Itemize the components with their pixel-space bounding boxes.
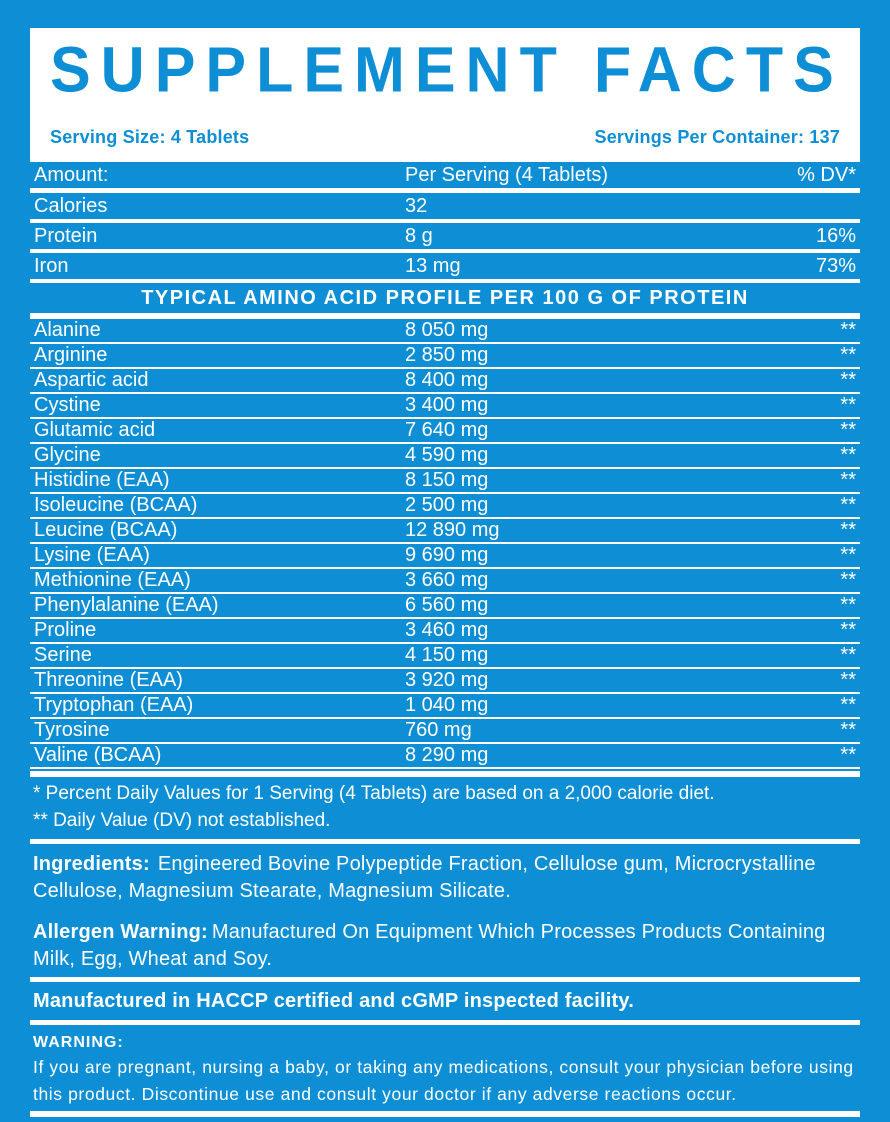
- nutrient-name: Iron: [34, 255, 69, 277]
- amino-name: Isoleucine (BCAA): [34, 494, 198, 516]
- amino-name: Cystine: [34, 394, 101, 416]
- amino-dv: **: [840, 594, 856, 616]
- amino-name: Arginine: [34, 344, 108, 366]
- header-box: [30, 28, 860, 162]
- amino-name: Proline: [34, 619, 97, 641]
- amino-amount: 4 150 mg: [405, 644, 489, 666]
- amino-amount: 12 890 mg: [405, 519, 500, 541]
- table-row-valine: [30, 744, 860, 769]
- facts-table: [30, 162, 860, 1117]
- table-row-arginine: [30, 344, 860, 369]
- amino-dv: **: [840, 419, 856, 441]
- amino-amount: 3 400 mg: [405, 394, 489, 416]
- amino-name: Alanine: [34, 319, 101, 341]
- amino-dv: **: [840, 694, 856, 716]
- amino-amount: 8 400 mg: [405, 369, 489, 391]
- amino-amount: 3 920 mg: [405, 669, 489, 691]
- facility-statement: Manufactured in HACCP certified and cGMP inspected facility.: [33, 990, 635, 1012]
- amino-amount: 2 850 mg: [405, 344, 489, 366]
- ingredients-label: Ingredients:: [33, 853, 150, 875]
- amino-dv: **: [840, 444, 856, 466]
- nutrient-name: Protein: [34, 225, 98, 247]
- table-row-tyrosine: [30, 719, 860, 744]
- amino-amount: 1 040 mg: [405, 694, 489, 716]
- table-row-histidine: [30, 469, 860, 494]
- amino-amount: 9 690 mg: [405, 544, 489, 566]
- allergen-paragraph: [30, 919, 860, 973]
- amino-dv: **: [840, 319, 856, 341]
- table-header-row: [30, 162, 860, 193]
- amino-amount: 6 560 mg: [405, 594, 489, 616]
- amino-dv: **: [840, 494, 856, 516]
- amino-name: Tyrosine: [34, 719, 110, 741]
- amino-name: Histidine (EAA): [34, 469, 170, 491]
- amino-name: Methionine (EAA): [34, 569, 191, 591]
- table-row-aspartic-acid: [30, 369, 860, 394]
- table-row-alanine: [30, 319, 860, 344]
- amino-name: Leucine (BCAA): [34, 519, 178, 541]
- table-row-methionine: [30, 569, 860, 594]
- table-row-leucine: [30, 519, 860, 544]
- ingredients-paragraph: [30, 851, 860, 905]
- amino-amount: 4 590 mg: [405, 444, 489, 466]
- amino-amount: 3 660 mg: [405, 569, 489, 591]
- table-row-protein: [30, 223, 860, 253]
- page-title: SUPPLEMENT FACTS: [50, 33, 844, 106]
- table-row-lysine: [30, 544, 860, 569]
- amino-dv: **: [840, 519, 856, 541]
- amino-amount: 760 mg: [405, 719, 472, 741]
- table-row-iron: [30, 253, 860, 283]
- table-row-proline: [30, 619, 860, 644]
- amino-amount: 7 640 mg: [405, 419, 489, 441]
- amino-amount: 3 460 mg: [405, 619, 489, 641]
- allergen-label: Allergen Warning:: [33, 921, 208, 943]
- serving-size: Serving Size: 4 Tablets: [50, 127, 250, 147]
- amino-name: Phenylalanine (EAA): [34, 594, 219, 616]
- amino-name: Tryptophan (EAA): [34, 694, 194, 716]
- amino-dv: **: [840, 544, 856, 566]
- nutrient-amount: 32: [405, 195, 428, 217]
- table-row-calories: [30, 193, 860, 223]
- serving-row: [50, 127, 840, 148]
- servings-per-container: Servings Per Container: 137: [594, 127, 840, 147]
- amino-dv: **: [840, 669, 856, 691]
- amino-name: Aspartic acid: [34, 369, 149, 391]
- table-row-isoleucine: [30, 494, 860, 519]
- nutrient-name: Calories: [34, 195, 108, 217]
- table-row-serine: [30, 644, 860, 669]
- nutrient-dv: 73%: [815, 255, 856, 277]
- table-row-phenylalanine: [30, 594, 860, 619]
- table-row-threonine: [30, 669, 860, 694]
- amino-name: Serine: [34, 644, 92, 666]
- amino-name: Lysine (EAA): [34, 544, 150, 566]
- amino-name: Threonine (EAA): [34, 669, 183, 691]
- amino-name: Glycine: [34, 444, 101, 466]
- warning-text: If you are pregnant, nursing a baby, or taking any medications, consult your physician before using this product. Discontinue use and consult your doctor if any adverse reactions occur.: [33, 1057, 854, 1104]
- amino-profile-heading: TYPICAL AMINO ACID PROFILE PER 100 G OF PROTEIN: [30, 283, 860, 319]
- amino-dv: **: [840, 744, 856, 766]
- amino-dv: **: [840, 719, 856, 741]
- amino-dv: **: [840, 619, 856, 641]
- table-row-glycine: [30, 444, 860, 469]
- footnote-percent-dv: * Percent Daily Values for 1 Serving (4 Tablets) are based on a 2,000 calorie diet.: [33, 783, 715, 804]
- separator-bar: [30, 771, 860, 777]
- separator-bar: [30, 1020, 860, 1025]
- separator-bar: [30, 977, 860, 982]
- separator-bar: [30, 839, 860, 844]
- column-header-per-serving: Per Serving (4 Tablets): [405, 164, 609, 186]
- amino-dv: **: [840, 469, 856, 491]
- amino-amount: 8 050 mg: [405, 319, 489, 341]
- amino-dv: **: [840, 344, 856, 366]
- nutrient-amount: 13 mg: [405, 255, 461, 277]
- amino-amount: 2 500 mg: [405, 494, 489, 516]
- nutrient-dv: 16%: [815, 225, 856, 247]
- amino-dv: **: [840, 569, 856, 591]
- table-row-tryptophan: [30, 694, 860, 719]
- amino-dv: **: [840, 644, 856, 666]
- allergen-text: Manufactured On Equipment Which Processes Products Containing Milk, Egg, Wheat and Soy.: [33, 921, 826, 970]
- ingredients-text: Engineered Bovine Polypeptide Fraction, Cellulose gum, Microcrystalline Cellulose, Magnesium Stearate, Magnesium Silicate.: [33, 853, 816, 902]
- amino-name: Glutamic acid: [34, 419, 156, 441]
- warning-label: WARNING:: [33, 1034, 124, 1051]
- amino-amount: 8 150 mg: [405, 469, 489, 491]
- column-header-amount: Amount:: [34, 164, 109, 186]
- footnote-dv-not-established: ** Daily Value (DV) not established.: [33, 810, 331, 831]
- nutrient-amount: 8 g: [405, 225, 433, 247]
- amino-name: Valine (BCAA): [34, 744, 162, 766]
- column-header-dv: % DV*: [797, 164, 856, 186]
- table-row-cystine: [30, 394, 860, 419]
- amino-amount: 8 290 mg: [405, 744, 489, 766]
- table-row-glutamic-acid: [30, 419, 860, 444]
- amino-dv: **: [840, 369, 856, 391]
- amino-dv: **: [840, 394, 856, 416]
- separator-bar: [30, 1111, 860, 1117]
